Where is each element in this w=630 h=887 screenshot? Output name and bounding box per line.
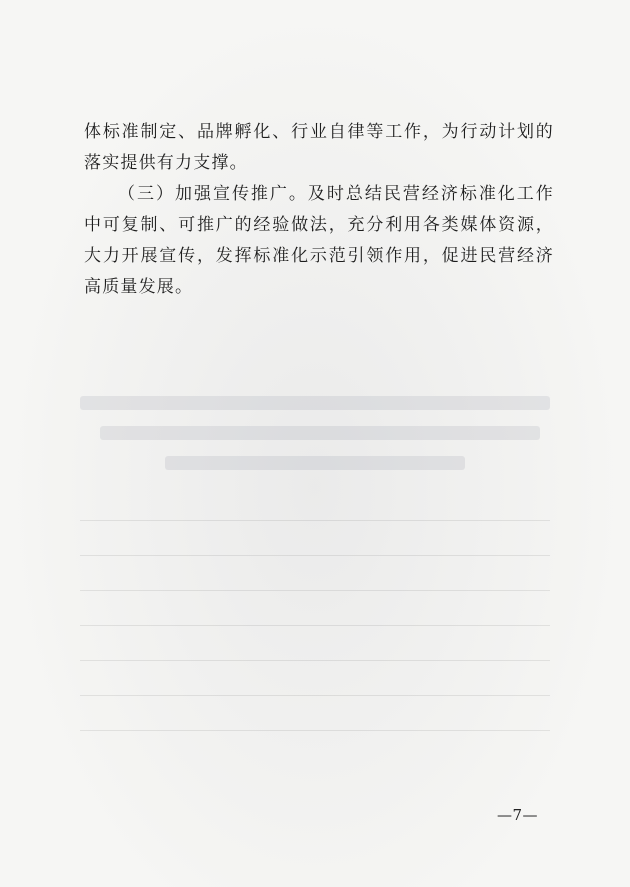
paragraph-promotion: （三）加强宣传推广。及时总结民营经济标准化工作中可复制、可推广的经验做法，充分利用各类媒体资源，大力开展宣传，发挥标准化示范引领作用，促进民营经济高质量发展。 bbox=[84, 184, 554, 297]
show-through-ghost-text bbox=[80, 390, 560, 770]
document-body bbox=[84, 117, 554, 303]
paragraph-continuation: 体标准制定、品牌孵化、行业自律等工作，为行动计划的落实提供有力支撑。 bbox=[84, 122, 554, 173]
page-number: —7— bbox=[496, 806, 538, 824]
